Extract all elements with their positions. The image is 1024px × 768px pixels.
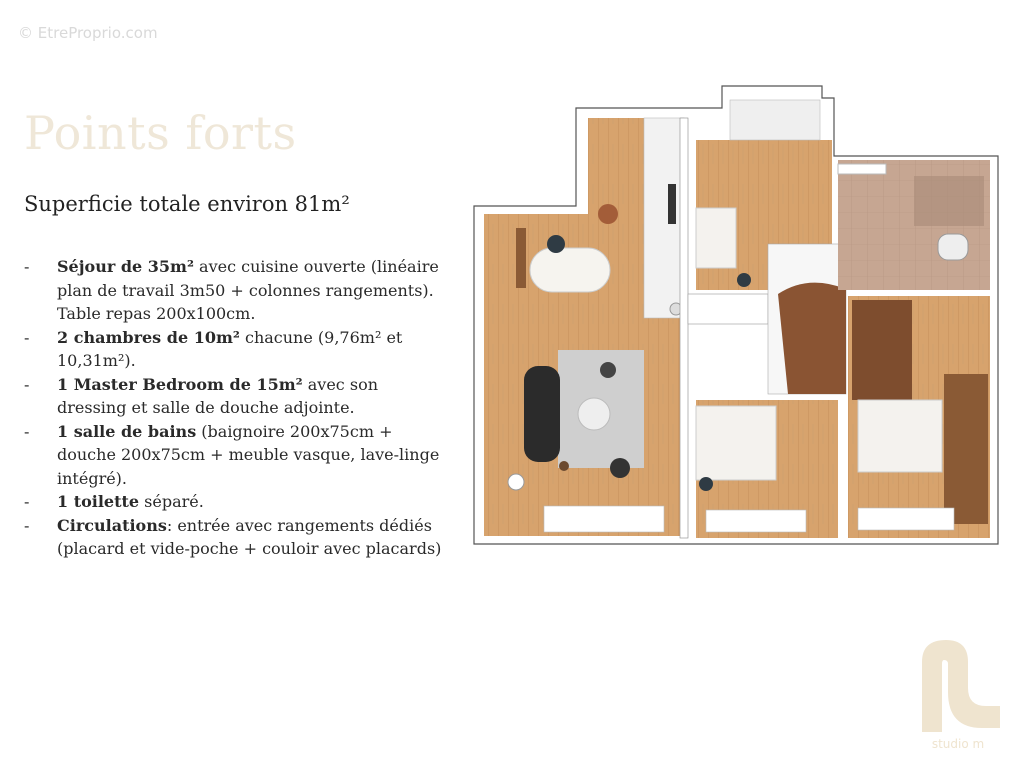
studio-logo [912,632,1004,752]
list-item: - 2 chambres de 10m² chacune (9,76m² et 10,31m²). [24,327,403,370]
watermark: © EtreProprio.com [18,24,158,42]
dining-table [530,248,610,292]
kitchen-counter [644,118,684,318]
features-list [24,255,444,561]
logo-text: studio m [931,737,985,751]
list-item: - 1 salle de bains (baignoire 200x75cm + douche 200x75cm + meuble vasque, lave-linge intégré). [24,421,440,488]
dressing [944,374,988,524]
list-item: - Circulations: entrée avec rangements dédiés (placard et vide-poche + couloir avec placards) [24,515,442,558]
list-item: - 1 toilette séparé. [24,492,204,511]
sofa [524,366,560,462]
page-title: Points forts [24,106,297,160]
page-subtitle: Superficie totale environ 81m² [24,192,350,216]
floor-plan [468,84,1006,554]
shower [914,176,984,226]
coffee-table [578,398,610,430]
list-item: - Séjour de 35m² avec cuisine ouverte (linéaire plan de travail 3m50 + colonnes rangements). Table repas 200x100cm. [24,257,439,323]
list-item: - 1 Master Bedroom de 15m² avec son dressing et salle de douche adjointe. [24,374,378,417]
